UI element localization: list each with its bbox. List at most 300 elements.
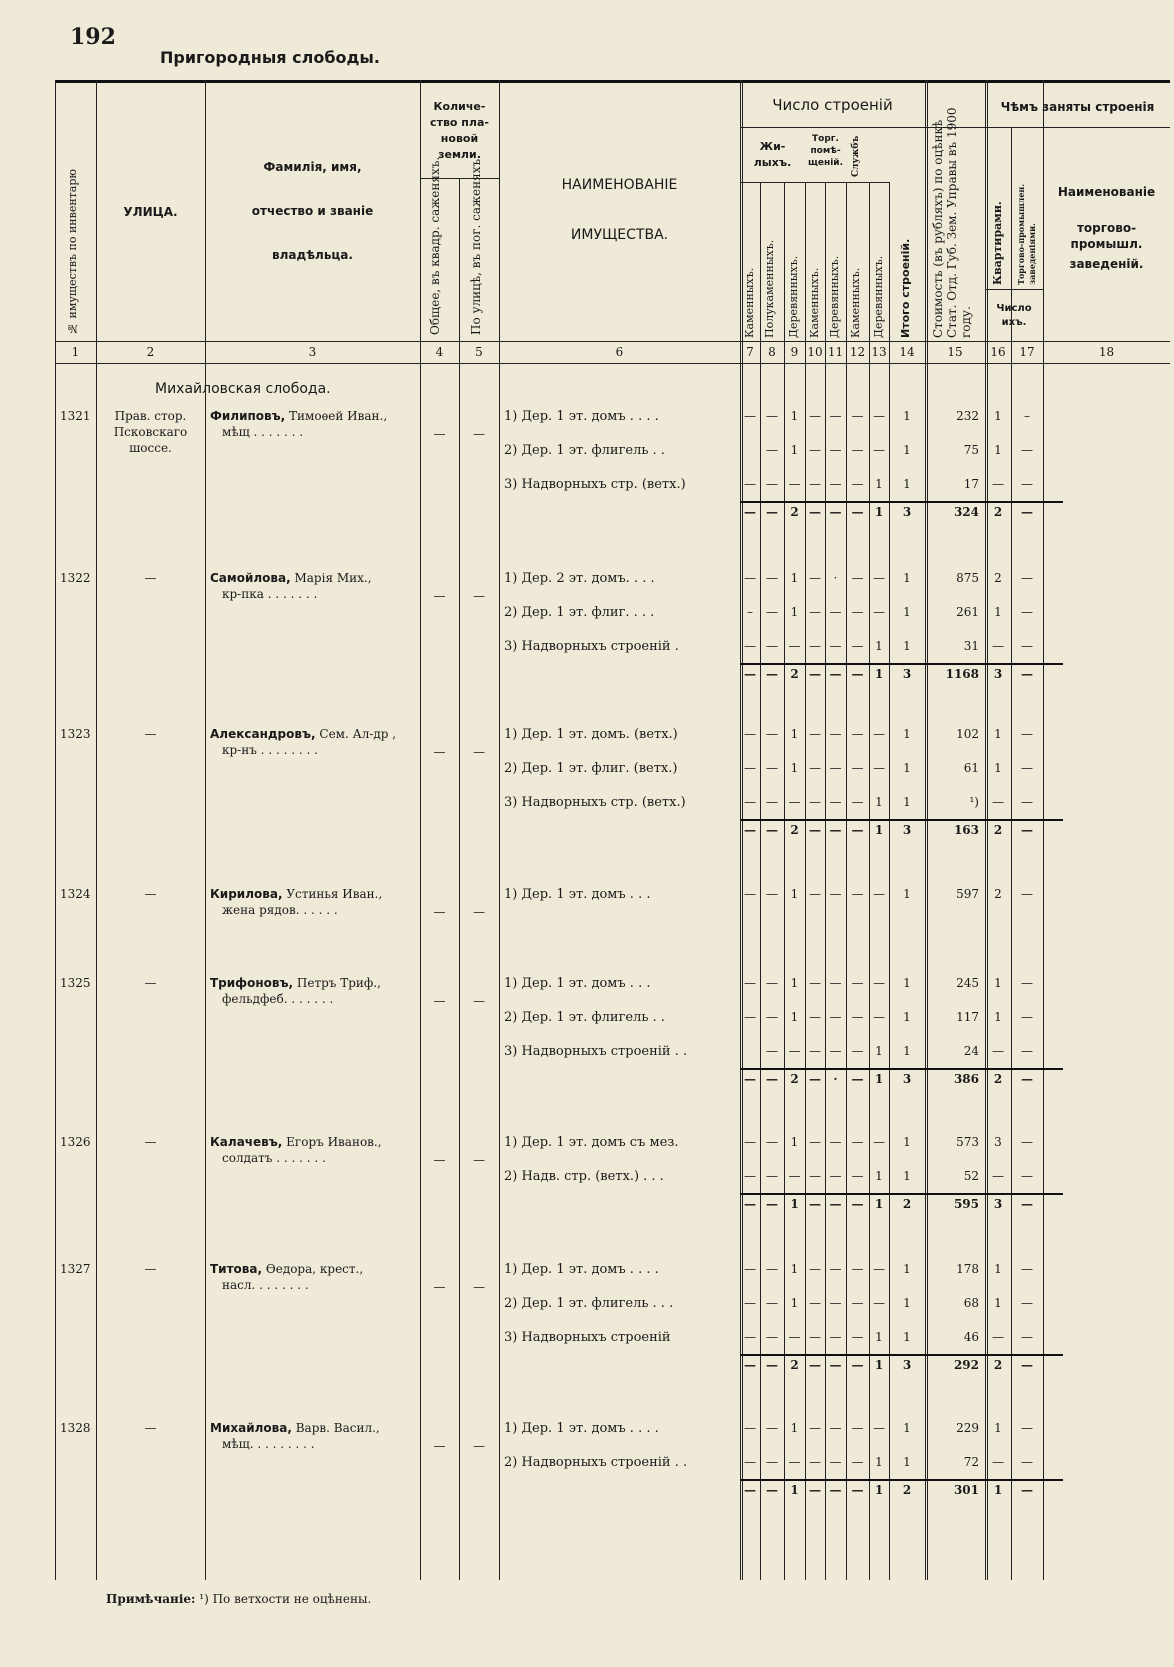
apartments-count: 1 [994, 1010, 1002, 1024]
building-count: 1 [903, 1455, 911, 1469]
property-item: 1) Дер. 1 эт. домъ . . . [504, 887, 651, 902]
building-count: — [829, 1135, 842, 1149]
building-count: 1 [903, 1296, 911, 1310]
building-count: 1 [875, 1044, 883, 1058]
building-count: — [766, 1455, 778, 1469]
property-item: 2) Дер. 1 эт. флиг. (ветх.) [504, 761, 678, 776]
street-name: — [144, 976, 157, 990]
building-count: — [788, 477, 801, 491]
header-owner: владѣльца. [272, 248, 353, 262]
property-value: 232 [956, 409, 979, 423]
column-number: 5 [475, 345, 483, 359]
subtotal-value: 301 [953, 1483, 979, 1497]
occupied-sub-rule [985, 127, 1170, 128]
subtotal-apartments: 3 [993, 667, 1003, 681]
owner-surname: Кирилова, [210, 887, 283, 901]
street-name: — [144, 1421, 157, 1435]
property-value: 31 [963, 639, 979, 653]
owner-name [210, 976, 381, 990]
table-top-rule [55, 80, 1170, 83]
subtotal-count: 2 [790, 823, 799, 837]
building-count: 1 [790, 887, 799, 901]
land-total: — [433, 1439, 446, 1453]
property-item: 2) Надворныхъ строеній . . [504, 1455, 688, 1470]
subtotal-count: 1 [874, 667, 884, 681]
street-name: шоссе. [129, 441, 172, 455]
building-count: 1 [903, 887, 911, 901]
building-count: — [851, 1044, 864, 1058]
building-count: — [809, 1044, 821, 1058]
owner-status: мѣщ. . . . . . . . . [222, 1437, 315, 1451]
building-count: — [766, 1044, 778, 1058]
subtotal-count: — [766, 1358, 778, 1372]
building-count: — [829, 976, 842, 990]
subtotal-value: 163 [953, 823, 979, 837]
header-c11: Деревянныхъ. [828, 255, 841, 338]
building-count: — [829, 477, 842, 491]
property-item: 1) Дер. 1 эт. домъ . . . [504, 976, 651, 991]
apartments-count: 1 [994, 409, 1002, 423]
inventory-number: 1326 [60, 1135, 91, 1149]
building-count: 1 [903, 639, 911, 653]
property-item: 3) Надворныхъ строеній . . [504, 1044, 688, 1059]
subtotal-count: — [809, 1358, 821, 1372]
building-count: — [851, 1455, 864, 1469]
building-count: — [829, 1262, 842, 1276]
building-count: 1 [903, 1044, 911, 1058]
building-count: 1 [875, 1169, 883, 1183]
building-count: — [809, 639, 821, 653]
building-count: — [829, 1296, 842, 1310]
building-count: — [744, 1330, 756, 1344]
header-trade: помѣ- [810, 146, 841, 156]
building-count: 1 [875, 639, 883, 653]
building-count: — [809, 1296, 821, 1310]
trade-count: — [1021, 1421, 1033, 1435]
header-count: ихъ. [1001, 317, 1027, 328]
column-rule [96, 80, 97, 1580]
trade-count: — [1021, 1135, 1033, 1149]
header-total: Итого строеній. [899, 238, 912, 338]
building-count: · [833, 571, 838, 585]
subtotal-count: — [766, 1483, 778, 1497]
subtotal-count: — [829, 667, 842, 681]
land-total: — [433, 427, 446, 441]
building-count: — [744, 887, 756, 901]
subtotal-count: — [809, 1072, 821, 1086]
property-item: 1) Дер. 1 эт. домъ. (ветх.) [504, 727, 678, 742]
street-name: Псковскаго [113, 425, 188, 439]
header-count: Число [996, 303, 1032, 314]
header-land: земли. [438, 148, 481, 161]
header-c12: Каменныхъ. [849, 267, 862, 338]
subtotal-count: — [766, 667, 778, 681]
header-living: Жи- [759, 140, 786, 153]
inventory-number: 1322 [60, 571, 91, 585]
land-total: — [433, 589, 446, 603]
column-number: 10 [807, 345, 823, 359]
building-count: — [744, 477, 756, 491]
subtotal-value: 595 [953, 1197, 979, 1211]
footnote-text: ¹) По ветхости не оцѣнены. [199, 1592, 372, 1606]
property-value: 261 [956, 605, 979, 619]
owner-given: Варв. Васил., [295, 1421, 380, 1435]
trade-count: — [1021, 976, 1033, 990]
building-count: — [809, 1169, 821, 1183]
header-c7: Каменныхъ. [743, 267, 756, 338]
subtotal-trade: — [1021, 1358, 1033, 1372]
subtotal-count: — [766, 823, 778, 837]
column-number: 13 [871, 345, 887, 359]
street-name: Прав. стор. [114, 409, 187, 423]
street-name: — [144, 887, 157, 901]
land-street: — [473, 994, 485, 1008]
land-total: — [433, 905, 446, 919]
building-count: — [744, 409, 756, 423]
subtotal-count: 2 [790, 1358, 799, 1372]
building-count: — [851, 1262, 864, 1276]
property-item: 3) Надворныхъ строеній . [504, 639, 679, 654]
building-count: 1 [903, 761, 911, 775]
building-count: — [744, 1296, 756, 1310]
column-number: 17 [1019, 345, 1035, 359]
building-count: 1 [903, 1330, 911, 1344]
column-rule [420, 80, 421, 1580]
building-count: — [829, 795, 842, 809]
owner-status: солдатъ . . . . . . . [222, 1151, 326, 1165]
column-number: 14 [899, 345, 915, 359]
building-count: — [873, 1010, 885, 1024]
trade-count: — [1021, 795, 1033, 809]
inventory-number: 1328 [60, 1421, 91, 1435]
owner-surname: Филиповъ, [210, 409, 286, 423]
land-total: — [433, 745, 446, 759]
building-count: — [829, 443, 842, 457]
building-count: — [788, 1044, 801, 1058]
property-value: 573 [956, 1135, 979, 1149]
building-count: 1 [903, 443, 911, 457]
owner-status: фельдфеб. . . . . . . [222, 992, 334, 1006]
building-count: — [788, 639, 801, 653]
subtotal-rule [740, 501, 1063, 503]
trade-count: — [1021, 1044, 1033, 1058]
building-count: — [809, 605, 821, 619]
building-count: — [744, 1135, 756, 1149]
building-count: — [788, 795, 801, 809]
building-count: — [809, 1010, 821, 1024]
property-value: 102 [956, 727, 979, 741]
building-count: — [766, 1421, 778, 1435]
trade-count: — [1021, 571, 1033, 585]
subtotal-count: — [809, 505, 821, 519]
subtotal-count: 1 [790, 1483, 799, 1497]
header-land: ство пла- [430, 116, 489, 129]
owner-status: кр-нъ . . . . . . . . [222, 743, 318, 757]
building-count: — [873, 1135, 885, 1149]
street-name: — [144, 1135, 157, 1149]
building-count: 1 [790, 727, 799, 741]
land-street: — [473, 589, 485, 603]
property-item: 1) Дер. 1 эт. домъ съ мез. [504, 1135, 679, 1150]
trade-count: – [1024, 409, 1030, 423]
land-street: — [473, 905, 485, 919]
subtotal-count: 1 [874, 1197, 884, 1211]
column-number: 15 [947, 345, 963, 359]
header-street: УЛИЦА. [123, 205, 178, 219]
subtotal-trade: — [1021, 505, 1033, 519]
subtotal-rule [740, 1068, 1063, 1070]
inventory-number: 1325 [60, 976, 91, 990]
building-count: — [744, 1455, 756, 1469]
building-count: — [744, 761, 756, 775]
land-street: — [473, 427, 485, 441]
building-count: — [809, 727, 821, 741]
owner-surname: Калачевъ, [210, 1135, 283, 1149]
building-count: 1 [903, 409, 911, 423]
subtotal-count: 3 [902, 505, 912, 519]
building-count: 1 [790, 1421, 799, 1435]
building-count: 1 [875, 477, 883, 491]
page-number: 192 [70, 24, 116, 50]
building-count: — [766, 443, 778, 457]
building-count: — [873, 605, 885, 619]
header-trade-names: Наименованіе [1057, 185, 1156, 199]
inventory-number: 1323 [60, 727, 91, 741]
column-rule [459, 178, 460, 1580]
land-street: — [473, 1439, 485, 1453]
property-item: 3) Надворныхъ стр. (ветх.) [504, 477, 686, 492]
trade-count: — [1021, 1455, 1033, 1469]
building-count: — [809, 761, 821, 775]
header-trade-names: торгово-промышл. [1070, 221, 1143, 251]
building-count: — [829, 1010, 842, 1024]
header-property: ИМУЩЕСТВА. [570, 227, 669, 243]
subtotal-count: 2 [790, 1072, 799, 1086]
owner-surname: Трифоновъ, [210, 976, 294, 990]
inventory-number: 1327 [60, 1262, 91, 1276]
subtotal-value: 324 [953, 505, 979, 519]
trade-count: — [1021, 761, 1033, 775]
building-count: — [788, 1455, 801, 1469]
building-count: — [766, 1330, 778, 1344]
building-count: — [744, 1262, 756, 1276]
property-value: 245 [956, 976, 979, 990]
subtotal-count: 1 [874, 1072, 884, 1086]
building-count: — [766, 571, 778, 585]
subtotal-value: 386 [953, 1072, 979, 1086]
header-c9: Деревянныхъ. [787, 255, 800, 338]
header-property: НАИМЕНОВАНІЕ [561, 177, 678, 193]
header-value: Стоимость (въ рубляхъ) по оцѣнкѣ Стат. Отд. Губ. Зем. Управы въ 1900 году. [931, 107, 973, 338]
building-count: — [766, 605, 778, 619]
trade-count: — [1021, 1010, 1033, 1024]
column-rule [499, 80, 500, 1580]
building-count: — [809, 477, 821, 491]
building-count: — [744, 571, 756, 585]
building-count: — [873, 887, 885, 901]
subtotal-count: 3 [902, 823, 912, 837]
building-count: — [873, 1262, 885, 1276]
building-count: — [766, 1169, 778, 1183]
building-count: 1 [790, 1010, 799, 1024]
subtotal-count: — [829, 1197, 842, 1211]
column-number: 3 [308, 345, 317, 359]
street-name: — [144, 727, 157, 741]
property-value: 72 [963, 1455, 979, 1469]
subtotal-trade: — [1021, 1197, 1033, 1211]
property-value: 17 [963, 477, 979, 491]
apartments-count: — [992, 639, 1004, 653]
subtotal-count: — [851, 1197, 864, 1211]
building-count: — [766, 887, 778, 901]
building-count: 1 [903, 1010, 911, 1024]
subtotal-count: — [744, 1358, 756, 1372]
property-value: 75 [963, 443, 979, 457]
subtotal-count: 2 [902, 1483, 912, 1497]
subtotal-count: 3 [902, 1072, 912, 1086]
building-count: — [829, 1044, 842, 1058]
trade-count: — [1021, 1296, 1033, 1310]
building-count: — [766, 727, 778, 741]
apartments-count: 1 [994, 727, 1002, 741]
land-total: — [433, 1153, 446, 1167]
subtotal-count: 1 [874, 505, 884, 519]
building-count: — [809, 1455, 821, 1469]
owner-status: мѣщ . . . . . . . [222, 425, 304, 439]
building-count: — [851, 727, 864, 741]
owner-given: Устинья Иван., [286, 887, 383, 901]
property-value: 52 [963, 1169, 979, 1183]
header-land: Количе- [433, 100, 486, 113]
property-value: 68 [963, 1296, 979, 1310]
apartments-count: — [992, 1455, 1004, 1469]
apartments-count: 2 [994, 571, 1002, 585]
subtotal-rule [740, 1354, 1063, 1356]
building-count: 1 [875, 1455, 883, 1469]
property-item: 2) Надв. стр. (ветх.) . . . [504, 1169, 664, 1184]
building-count: — [873, 1421, 885, 1435]
apartments-count: 1 [994, 605, 1002, 619]
apartments-count: 1 [994, 443, 1002, 457]
building-count: 1 [903, 1421, 911, 1435]
column-number: 2 [146, 345, 155, 359]
building-count: 1 [790, 1262, 799, 1276]
subtotal-value: 292 [953, 1358, 979, 1372]
owner-given: Тимоѳей Иван., [289, 409, 388, 423]
building-count: — [766, 1262, 778, 1276]
building-count: – [747, 605, 753, 619]
building-count: — [766, 761, 778, 775]
apartments-count: — [992, 1330, 1004, 1344]
building-count: — [829, 761, 842, 775]
property-value: ¹) [969, 795, 979, 809]
header-living: лыхъ. [753, 156, 792, 169]
building-count: — [809, 1135, 821, 1149]
subtotal-trade: — [1021, 1072, 1033, 1086]
owner-name [210, 409, 387, 423]
owner-name [210, 727, 396, 741]
building-count: — [788, 1169, 801, 1183]
subtotal-count: 1 [874, 1358, 884, 1372]
building-count: — [766, 409, 778, 423]
header-inventory-no: № имуществъ по инвентарю [66, 169, 79, 335]
building-count: — [851, 477, 864, 491]
subtotal-count: — [829, 505, 842, 519]
building-count: 1 [790, 1135, 799, 1149]
header-trade-names: заведеній. [1069, 257, 1144, 271]
subtotal-count: 1 [874, 823, 884, 837]
subtotal-count: — [851, 823, 864, 837]
subtotal-count: — [829, 1483, 842, 1497]
building-count: — [829, 887, 842, 901]
column-number: 11 [827, 345, 844, 359]
apartments-count: 2 [994, 887, 1002, 901]
land-street: — [473, 1153, 485, 1167]
building-count: — [851, 887, 864, 901]
subtotal-count: 2 [790, 667, 799, 681]
subtotal-count: — [829, 823, 842, 837]
building-count: 1 [903, 727, 911, 741]
header-col5: По улицѣ, въ пог. саженяхъ. [469, 155, 483, 335]
subtotal-rule [740, 663, 1063, 665]
subtotal-count: · [833, 1072, 838, 1086]
building-count: — [873, 443, 885, 457]
building-count: 1 [903, 477, 911, 491]
subtotal-count: — [851, 1483, 864, 1497]
trade-count: — [1021, 639, 1033, 653]
building-count: — [766, 477, 778, 491]
owner-name [210, 571, 372, 585]
subtotal-count: 2 [790, 505, 799, 519]
property-value: 229 [956, 1421, 979, 1435]
building-count: — [851, 761, 864, 775]
subtotal-trade: — [1021, 823, 1033, 837]
section-title: Михайловская слобода. [155, 381, 331, 397]
trade-count: — [1021, 1169, 1033, 1183]
land-total: — [433, 994, 446, 1008]
subtotal-count: — [851, 505, 864, 519]
subtotal-count: — [744, 505, 756, 519]
building-count: — [851, 1010, 864, 1024]
building-count: — [829, 605, 842, 619]
owner-status: жена рядов. . . . . . [222, 903, 338, 917]
building-count: — [851, 1135, 864, 1149]
subtotal-count: 3 [902, 667, 912, 681]
building-count: — [851, 1330, 864, 1344]
owner-status: насл. . . . . . . . [222, 1278, 309, 1292]
land-street: — [473, 1280, 485, 1294]
building-count: — [809, 1330, 821, 1344]
apartments-count: 1 [994, 976, 1002, 990]
building-count: — [809, 1262, 821, 1276]
subtotal-count: — [809, 1197, 821, 1211]
building-count: — [809, 409, 821, 423]
building-count: — [873, 727, 885, 741]
building-count: — [829, 639, 842, 653]
building-count: 1 [790, 1296, 799, 1310]
property-value: 61 [963, 761, 979, 775]
building-count: — [873, 409, 885, 423]
building-count: — [744, 976, 756, 990]
subtotal-apartments: 2 [993, 823, 1003, 837]
property-value: 597 [956, 887, 979, 901]
land-street: — [473, 745, 485, 759]
owner-surname: Титова, [210, 1262, 263, 1276]
subtotal-count: 1 [874, 1483, 884, 1497]
building-count: — [829, 1421, 842, 1435]
number-row-rule [55, 363, 1170, 364]
building-count: — [744, 639, 756, 653]
